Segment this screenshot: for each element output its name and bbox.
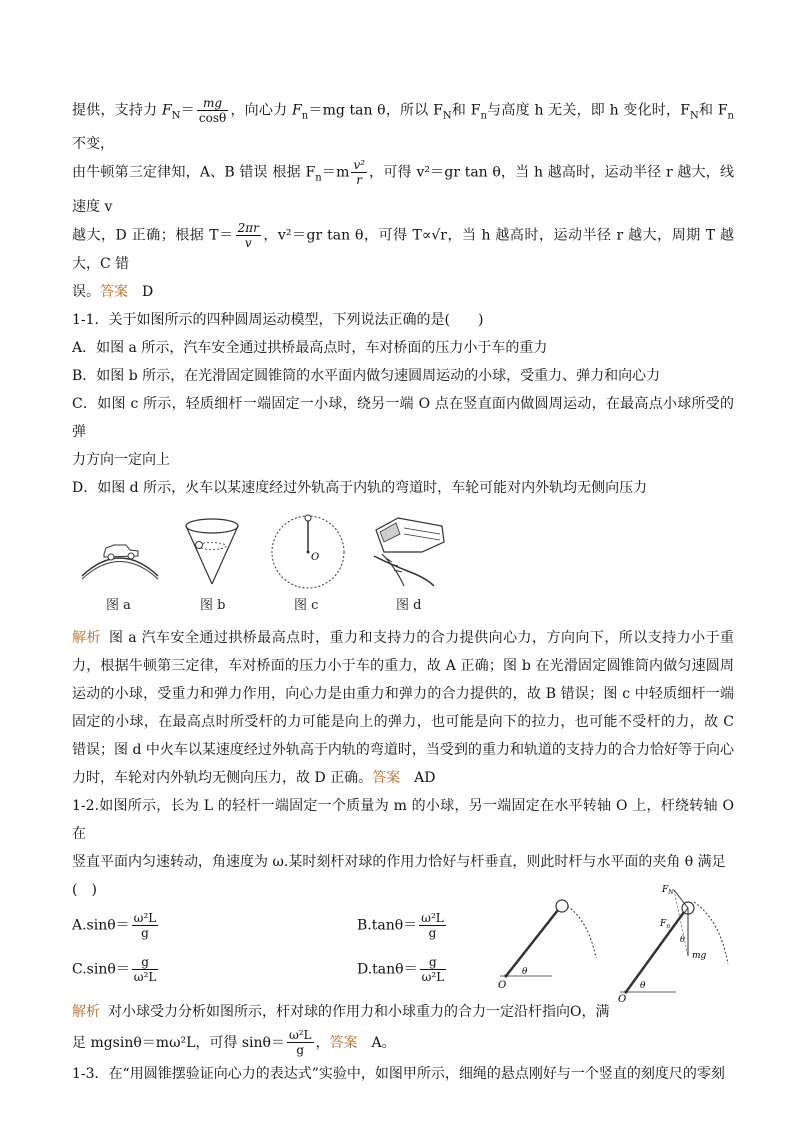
text: 和 F: [698, 102, 728, 119]
explanation-1-2-line-2: [72, 1026, 734, 1060]
text: 由牛顿第三定律知，A、B 错误 根据 F: [72, 164, 316, 181]
option-b: B．如图 b 所示，在光滑固定圆锥筒的水平面内做匀速圆周运动的小球，受重力、弹力和向心力: [72, 367, 661, 384]
text: 越大，D 正确；根据 T＝: [72, 227, 234, 244]
caption-a: 图 a: [106, 597, 131, 613]
numerator: 2πr: [237, 220, 259, 235]
question-1-2-stem-3: ( ): [72, 881, 97, 898]
denominator: g: [428, 926, 437, 941]
text: ＝: [180, 102, 195, 119]
text: 不变，: [72, 136, 114, 153]
option-a: [72, 911, 357, 940]
text: F: [292, 102, 302, 119]
text: D.tanθ＝: [357, 961, 418, 978]
caption-b: 图 b: [200, 597, 226, 613]
answer-label: 答案: [100, 283, 128, 300]
document-page: [72, 96, 734, 1088]
denominator: ω²L: [133, 970, 157, 985]
question-1-1-stem: 1-1．关于如图所示的四种圆周运动模型，下列说法正确的是( ): [72, 311, 484, 328]
denominator: cosθ: [198, 111, 227, 125]
explanation-text: 图 a 汽车安全通过拱桥最高点时，重力和支持力的合力提供向心力，方向向下，所以支持力小于重力，根据牛顿第三定律，车对桥面的压力小于车的重力，故 A 正确；图 b 在光滑固定圆锥筒内做匀速圆周运动的小球，受重力和弹力作用，向心力是由重力和弹力的合力提供的，故 B 错误；图 c 中轻质细杆一端固定的小球，在最高点时所受杆的力可能是向上的弹力，也可能是向下的拉力，也可能不受杆的力，故 C 错误；图 d 中火车以某速度经过外轨高于内轨的弯道时，当受到的重力和轨道的支持力的合力恰好等于向心力时，车轮对内外轨均无侧向压力，故 D 正确。: [72, 629, 735, 786]
numerator: ω²L: [133, 911, 157, 926]
theta-label-1: θ: [640, 981, 646, 991]
figure-row: [72, 512, 734, 616]
solution-line-1: [72, 96, 734, 158]
fraction: [287, 1028, 314, 1057]
fraction: [132, 955, 159, 984]
text: 和 F: [451, 102, 481, 119]
point-o-label: O: [311, 551, 320, 563]
answer-label: 答案: [372, 769, 401, 786]
numerator: v²: [353, 158, 365, 173]
train-figure: [370, 512, 450, 592]
text: ，v²＝gr tan θ，可得 T∝√r，当 h 越高时，运动半径 r 越大，周期 T 越大，C 错: [72, 227, 734, 272]
text: ＝mg tan θ，所以 F: [308, 102, 443, 119]
text: N: [171, 110, 181, 122]
car-bridge-figure: [80, 530, 160, 580]
text: N: [442, 110, 452, 122]
solution-line-2: [72, 158, 734, 220]
answer-value: D: [128, 283, 154, 300]
text: F: [161, 102, 172, 119]
force-diagram-figure: [616, 884, 734, 1004]
solution-line-4: [72, 278, 734, 306]
numerator: g: [420, 955, 447, 970]
explanation-label: 解析: [72, 1003, 100, 1020]
text: 足 mgsinθ＝mω²L，可得 sinθ＝: [72, 1034, 285, 1051]
text: ，可得 v²＝gr tan θ，当 h 越高时，运动半径 r 越大，线速度 v: [72, 164, 735, 215]
solution-line-3: [72, 221, 734, 278]
fraction: [236, 221, 261, 250]
fn-small-label: $F_n$: [660, 919, 671, 930]
explanation-1-2-line-1: [72, 998, 622, 1026]
fraction: [420, 955, 447, 984]
answer-value: AD: [400, 769, 436, 786]
numerator: g: [132, 955, 159, 970]
rod-arc-figure: [492, 896, 602, 992]
numerator: mg: [197, 96, 228, 111]
fraction: [351, 158, 367, 187]
explanation-1-1: [72, 624, 734, 792]
rod-circle-figure: [268, 512, 348, 592]
question-1-3-stem: 1-3．在“用圆锥摆验证向心力的表达式”实验中，如图甲所示，细绳的悬点刚好与一个竖直的刻度尺的零刻: [72, 1065, 725, 1082]
option-c: C．如图 c 所示，轻质细杆一端固定一小球，绕另一端 O 点在竖直面内做圆周运动，在最高点小球所受的弹: [72, 395, 734, 440]
caption-c: 图 c: [294, 597, 319, 613]
numerator: ω²L: [421, 911, 444, 926]
question-1-2-stem-1: 1-2.如图所示，长为 L 的轻杆一端固定一个质量为 m 的小球，另一端固定在水平转轴 O 上，杆绕转轴 O 在: [72, 797, 734, 842]
fraction: [419, 911, 446, 940]
text: n: [315, 172, 322, 184]
text: n: [727, 110, 734, 122]
fraction: [132, 911, 159, 940]
question-1-2-stem-2: 竖直平面内匀速转动，角速度为 ω.某时刻杆对球的作用力恰好与杆垂直，则此时杆与水平面的夹角 θ 满足: [72, 853, 726, 870]
text: ，: [315, 1034, 330, 1051]
denominator: ω²L: [421, 970, 445, 985]
option-c-cont: 力方向一定向上: [72, 451, 170, 468]
cone-figure: [182, 516, 242, 588]
denominator: g: [141, 926, 149, 941]
text: ，向心力: [230, 102, 292, 119]
fraction: [197, 96, 228, 125]
text: n: [480, 110, 487, 122]
option-c: [72, 955, 357, 984]
text: C.sinθ＝: [72, 961, 130, 978]
answer-label: 答案: [329, 1034, 358, 1051]
denominator: g: [296, 1043, 305, 1058]
theta-label: θ: [522, 966, 528, 977]
text: B.tanθ＝: [357, 917, 418, 934]
answer-value: A。: [357, 1034, 396, 1051]
text: 误。: [72, 283, 100, 300]
text: A.sinθ＝: [72, 917, 130, 934]
point-o-label-2: O: [618, 994, 627, 1004]
option-a: A．如图 a 所示，汽车安全通过拱桥最高点时，车对桥面的压力小于车的重力: [72, 339, 548, 356]
explanation-text: 对小球受力分析如图所示，杆对球的作用力和小球重力的合力一定沿杆指向O，满: [108, 1003, 610, 1020]
denominator: r: [356, 173, 363, 188]
numerator: ω²L: [288, 1028, 312, 1043]
text: n: [301, 110, 309, 122]
text: N: [689, 110, 699, 122]
text: ＝m: [321, 164, 350, 181]
mg-label: mg: [692, 951, 707, 961]
caption-d: 图 d: [396, 597, 422, 613]
explanation-label: 解析: [72, 629, 101, 646]
option-d: D．如图 d 所示，火车以某速度经过外轨高于内轨的弯道时，车轮可能对内外轨均无侧向压力: [72, 479, 648, 496]
theta-label-2: θ: [680, 935, 685, 944]
text: 提供，支持力: [72, 102, 162, 119]
fn-label: $F_N$: [662, 885, 674, 896]
text: 与高度 h 无关，即 h 变化时，F: [486, 102, 690, 119]
denominator: v: [244, 235, 252, 250]
point-o-label: O: [498, 979, 507, 991]
